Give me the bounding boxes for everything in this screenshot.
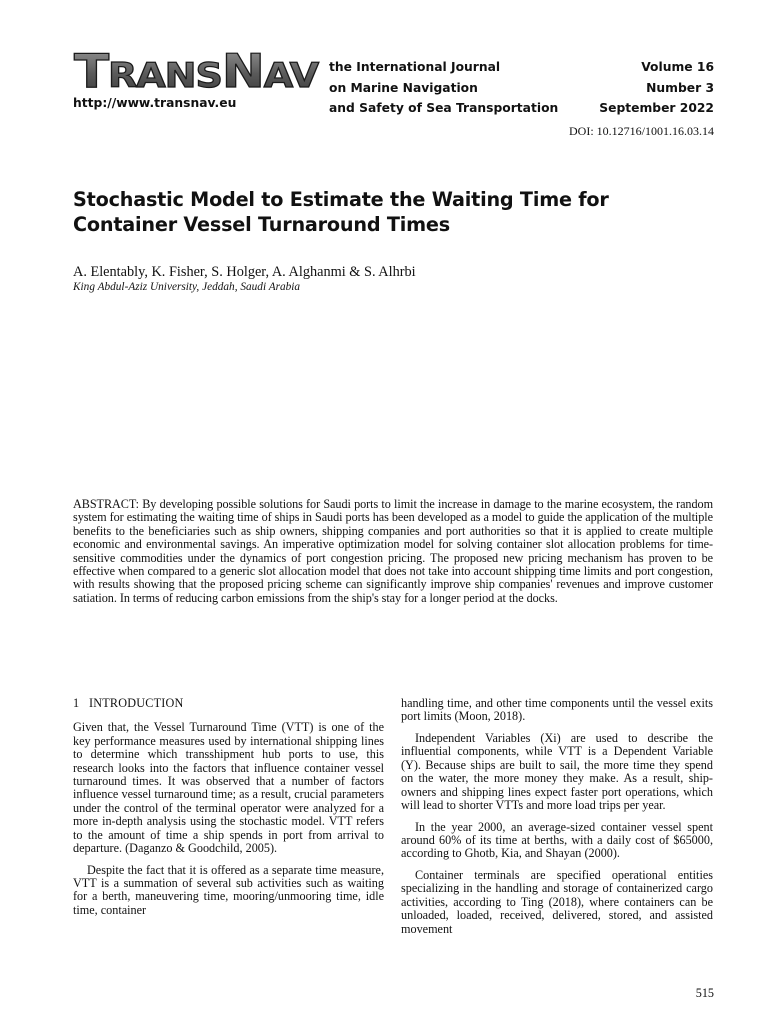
- title-line: Container Vessel Turnaround Times: [73, 213, 450, 236]
- journal-line: on Marine Navigation: [329, 80, 478, 95]
- issue-date: September 2022: [599, 101, 714, 115]
- title-line: Stochastic Model to Estimate the Waiting Time for: [73, 188, 609, 211]
- paragraph: Given that, the Vessel Turnaround Time (VTT) is one of the key performance measures used by international shipping lines to determine which transshipment hub ports to use, this research looks into the factors that influence container vessel turnaround times. It was observed that a number of factors influence vessel turnaround time; as a result, crucial parameters under the control of the terminal operator were analyzed for a more in-depth analysis using the stochastic model. VTT refers to the amount of time a ship spends in port from arrival to departure. (Daganzo & Goodchild, 2005).: [73, 720, 384, 856]
- abstract: ABSTRACT: By developing possible solutions for Saudi ports to limit the increase in damage to the marine ecosystem, the random system for estimating the waiting time of ships in Saudi ports has been developed as a model to guide the application of the multiple benefits to the beneficiaries such as ship owners, shipping companies and port authorities so that it is applied to create multiple economic and environmental savings. An imperative optimization model for solving container slot allocation problems for time-sensitive commodities under the dynamics of port congestion pricing. The proposed new pricing mechanism has proven to be effective when compared to a generic slot allocation model that does not take into account shipping time limits and port congestion, with results showing that the proposed pricing scheme can significantly improve ship companies' revenues and improve customer satiation. In terms of reducing carbon emissions from the ship's stay for a longer period at the docks.: [73, 497, 713, 605]
- paragraph: Container terminals are specified operational entities specializing in the handling and storage of containerized cargo activities, according to Ting (2018), where containers can be unloaded, loaded, received, delivered, stored, and assisted movement: [401, 868, 713, 936]
- paragraph: Despite the fact that it is offered as a separate time measure, VTT is a summation of several sub activities such as waiting for a berth, maneuvering time, mooring/unmooring time, idle time, container: [73, 862, 384, 917]
- section-title: INTRODUCTION: [89, 696, 184, 710]
- page-number: 515: [695, 986, 714, 1000]
- svg-text:TRANSNAV: T RANSN AV: [74, 44, 315, 94]
- section-heading: [73, 697, 384, 710]
- paragraph: Independent Variables (Xi) are used to describe the influential components, while VTT is a Dependent Variable (Y). Because ships are built to sail, the more time they spend on the water, the more money they make. As a result, ship-owners and shipping lines expect faster port operations, which will lead to shorter VTTs and more load trips per year.: [401, 731, 713, 813]
- affiliation: King Abdul-Aziz University, Jeddah, Saudi Arabia: [73, 281, 301, 293]
- right-column: [401, 697, 713, 944]
- journal-line: the International Journal: [329, 60, 501, 74]
- journal-name: [329, 57, 558, 119]
- issue-number: Number 3: [646, 80, 714, 95]
- left-column: [73, 697, 384, 925]
- journal-line: and Safety of Sea Transportation: [329, 101, 559, 115]
- transnav-logo: [72, 44, 322, 94]
- section-number: 1: [73, 696, 80, 710]
- issue-info: [599, 57, 714, 119]
- journal-url[interactable]: http://www.transnav.eu: [73, 96, 237, 110]
- authors: A. Elentably, K. Fisher, S. Holger, A. Alghanmi & S. Alhrbi: [73, 264, 416, 280]
- paper-title: [73, 187, 713, 237]
- paragraph: handling time, and other time components until the vessel exits port limits (Moon, 2018).: [401, 696, 713, 724]
- doi: DOI: 10.12716/1001.16.03.14: [569, 124, 714, 138]
- volume: Volume 16: [641, 60, 714, 74]
- paragraph: In the year 2000, an average-sized container vessel spent around 60% of its time at berths, with a daily cost of $65000, according to Ghotb, Kia, and Shayan (2000).: [401, 819, 713, 861]
